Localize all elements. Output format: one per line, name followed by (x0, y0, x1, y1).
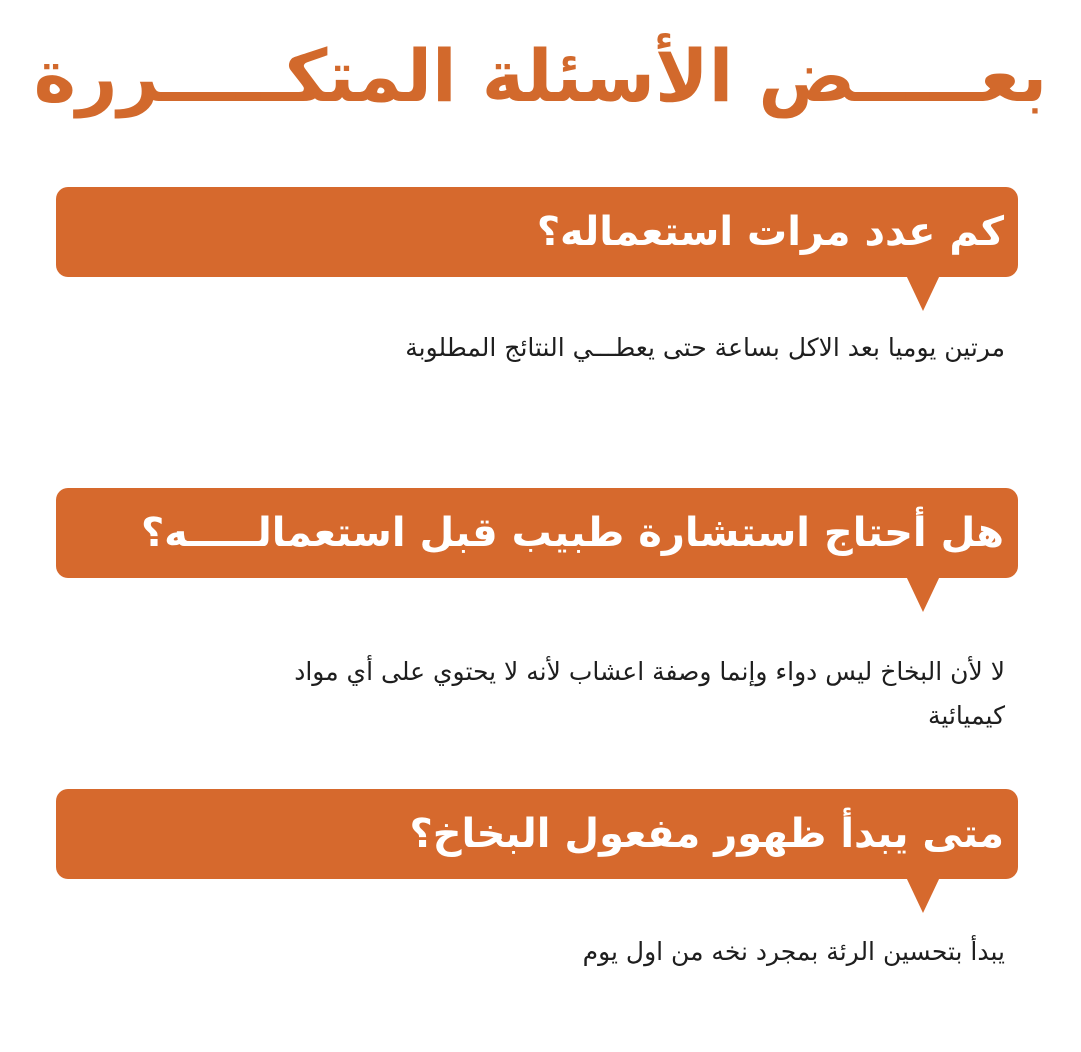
faq-question-3: متى يبدأ ظهور مفعول البخاخ؟ (56, 789, 1018, 879)
page-title: بعـــــض الأسئلة المتكـــــررة (33, 34, 1048, 118)
faq-answer-2: لا لأن البخاخ ليس دواء وإنما وصفة اعشاب لأنه لا يحتوي على أي مواد كيميائية (294, 657, 1005, 730)
faq-answer-3: يبدأ بتحسين الرئة بمجرد نخه من اول يوم (582, 937, 1005, 966)
speech-tail-1 (906, 275, 940, 311)
speech-tail-3 (906, 877, 940, 913)
speech-tail-2 (906, 576, 940, 612)
faq-question-2: هل أحتاج استشارة طبيب قبل استعمالـــــه؟ (56, 488, 1018, 578)
faq-question-1: كم عدد مرات استعماله؟ (56, 187, 1018, 277)
faq-answer-1: مرتين يوميا بعد الاكل بساعة حتى يعطـــي النتائج المطلوبة (405, 333, 1005, 362)
